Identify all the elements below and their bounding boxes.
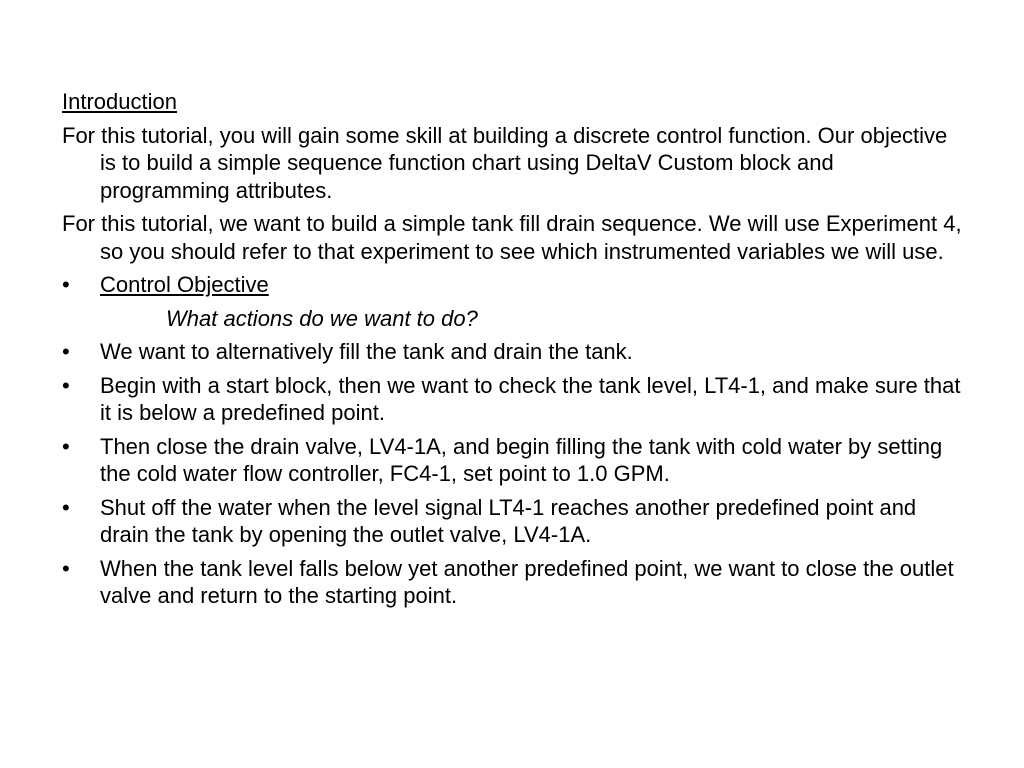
bullet-text: Then close the drain valve, LV4-1A, and begin filling the tank with cold water by setting the cold water flow controller, FC4-1, set point to 1.0 GPM. xyxy=(100,433,943,486)
intro-paragraph-2: For this tutorial, we want to build a simple tank fill drain sequence. We will use Experiment 4, so you should refer to that experiment to see which instrumented variables we will use. xyxy=(62,211,962,264)
control-objective-question: What actions do we want to do? xyxy=(166,305,478,331)
control-objective-item xyxy=(62,271,962,299)
bullet-text: When the tank level falls below yet another predefined point, we want to close the outlet valve and return to the starting point. xyxy=(100,555,954,608)
bullet-text: We want to alternatively fill the tank and drain the tank. xyxy=(100,339,633,364)
intro-paragraph-1: For this tutorial, you will gain some skill at building a discrete control function. Our objective is to build a simple sequence function chart using DeltaV Custom block and programming attributes. xyxy=(62,122,948,203)
bullet-icon: • xyxy=(62,494,70,520)
control-objective-title: Control Objective xyxy=(100,272,269,297)
bullet-icon: • xyxy=(62,339,70,364)
introduction-heading: Introduction xyxy=(62,89,177,114)
bullet-icon: • xyxy=(62,272,70,297)
bullet-item xyxy=(62,555,962,610)
bullet-item xyxy=(62,494,962,549)
bullet-text: Shut off the water when the level signal LT4-1 reaches another predefined point and drain the tank by opening the outlet valve, LV4-1A. xyxy=(100,494,917,547)
bullet-icon: • xyxy=(62,372,70,398)
bullet-text: Begin with a start block, then we want to check the tank level, LT4-1, and make sure that it is below a predefined point. xyxy=(100,372,961,425)
bullet-icon: • xyxy=(62,433,70,459)
bullet-item xyxy=(62,433,962,488)
bullet-item xyxy=(62,372,962,427)
bullet-item xyxy=(62,338,962,366)
bullet-icon: • xyxy=(62,555,70,581)
slide-content xyxy=(62,88,962,616)
